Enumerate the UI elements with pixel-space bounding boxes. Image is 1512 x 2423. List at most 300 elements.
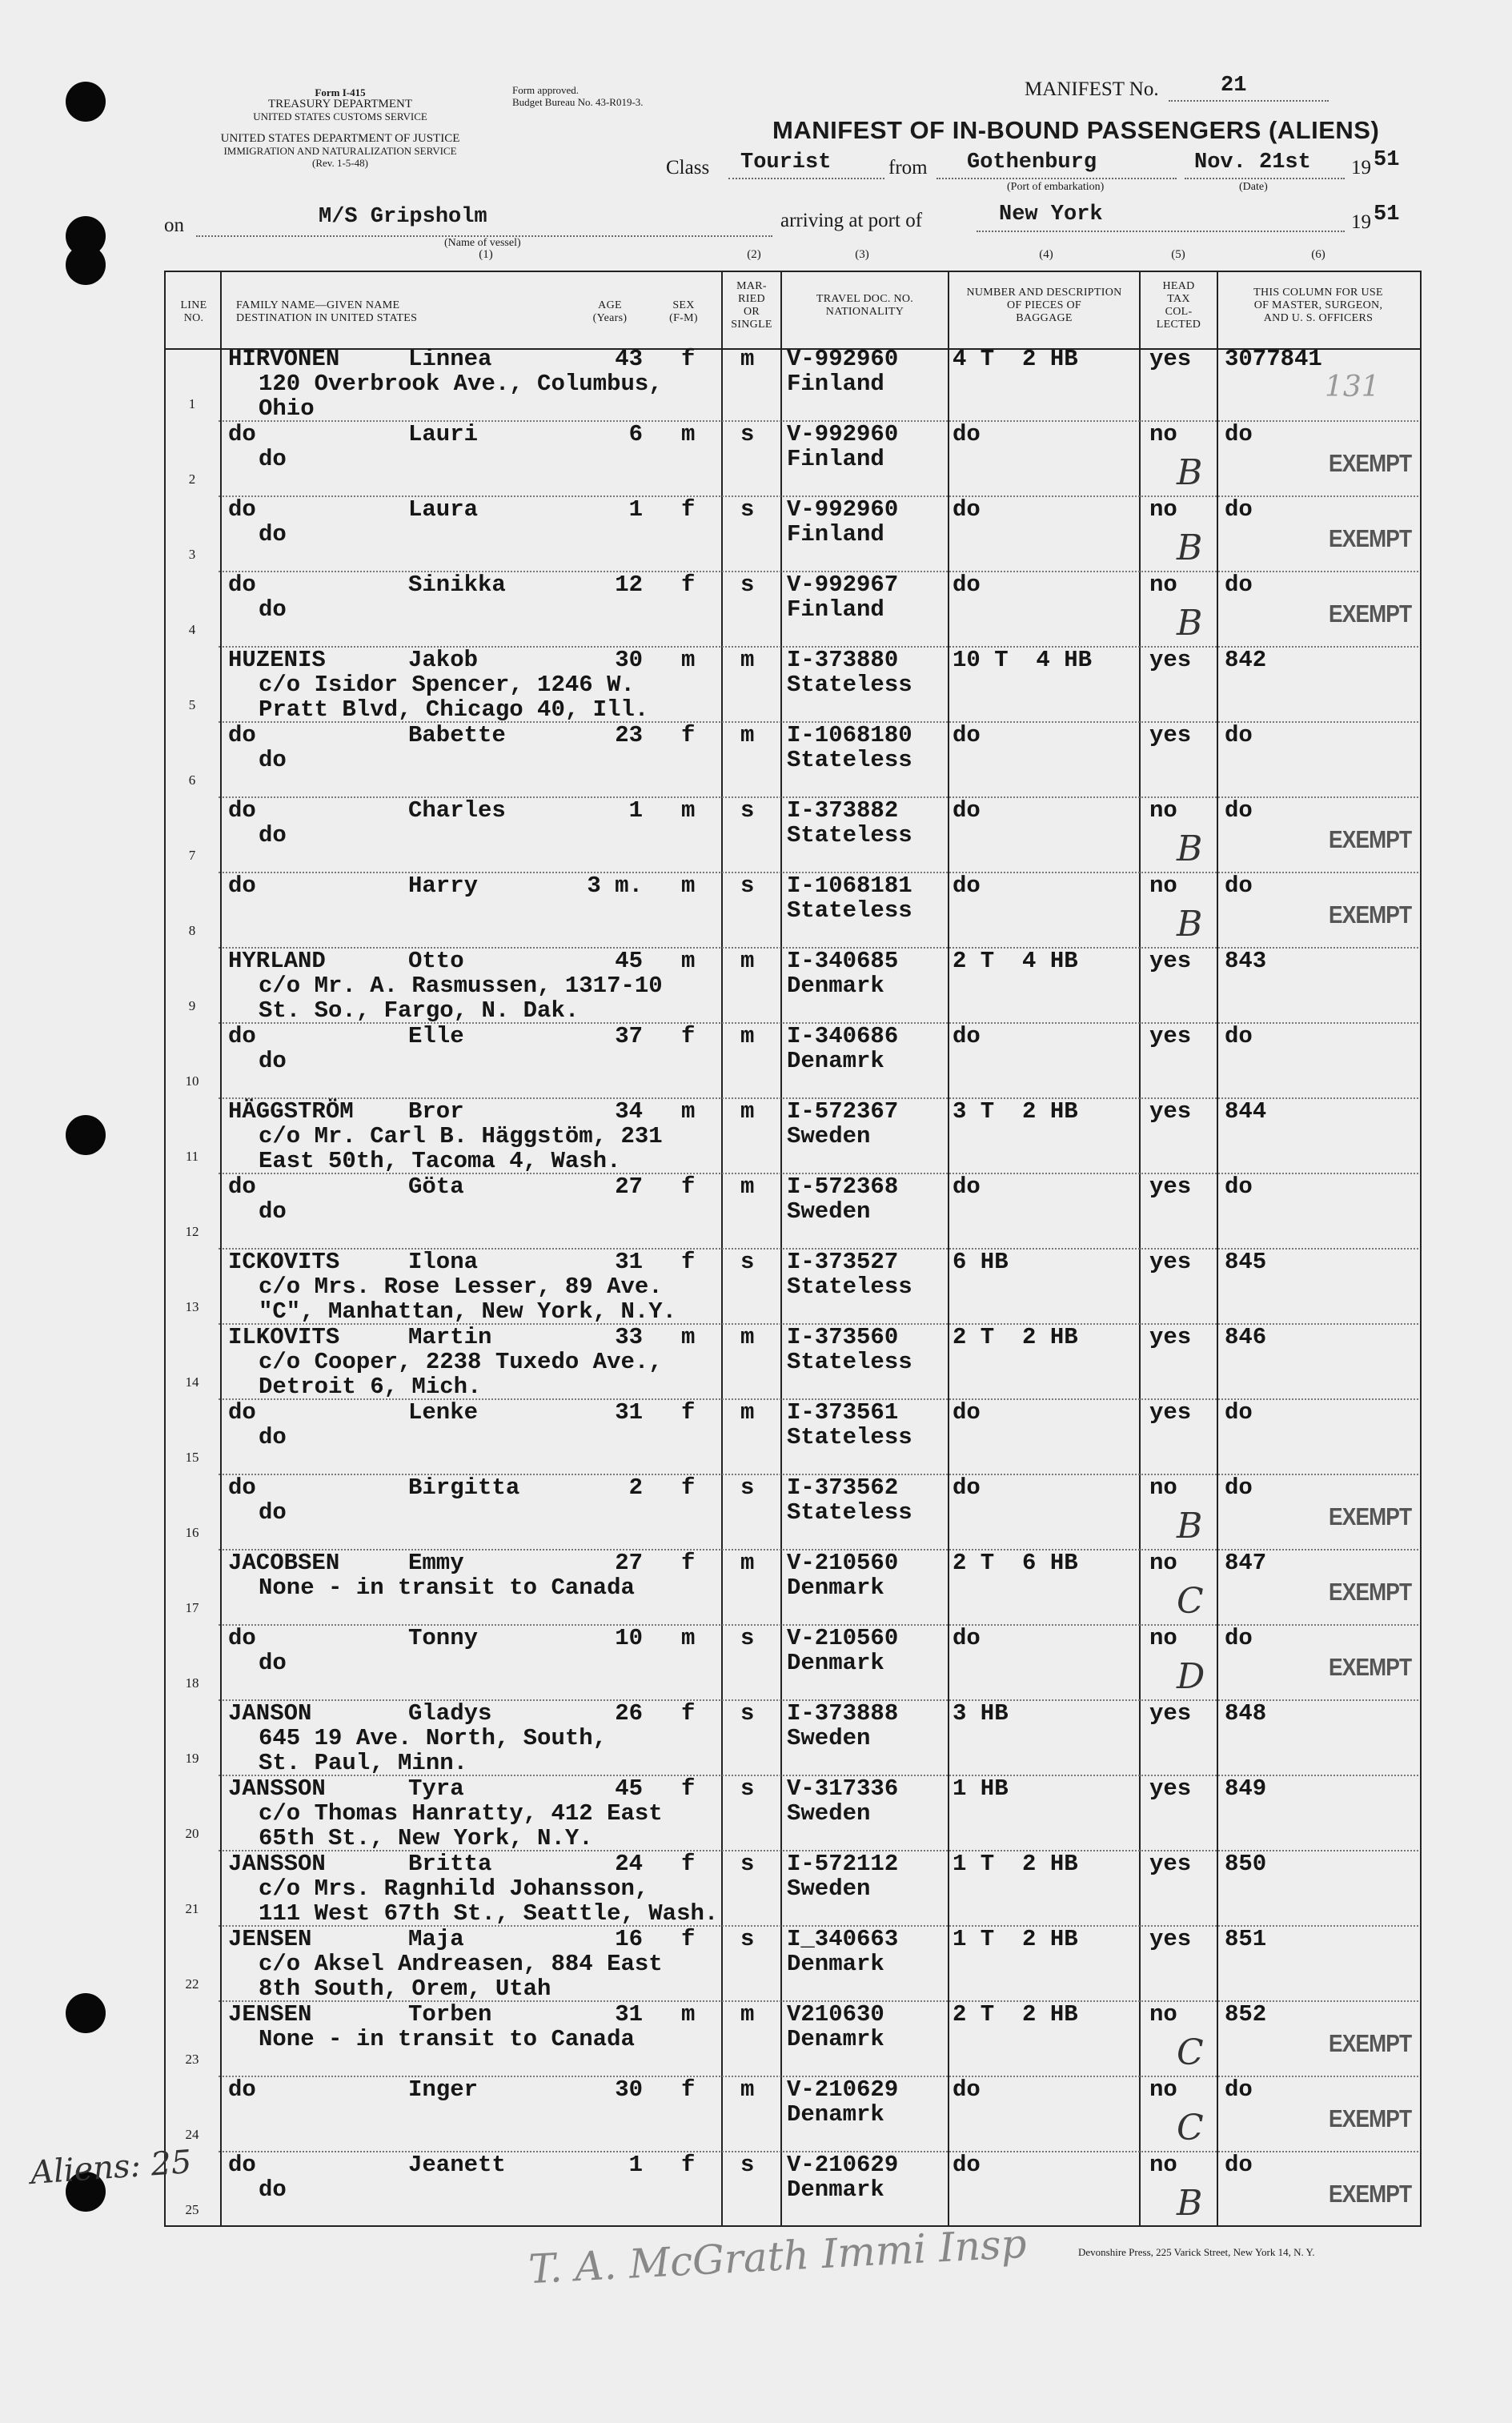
class-value: Tourist xyxy=(740,150,832,175)
sex: m xyxy=(681,2001,696,2028)
marital-status: s xyxy=(740,1926,755,1952)
line-number: 15 xyxy=(185,1450,199,1465)
header-line: RIED xyxy=(738,293,765,305)
handwritten-mark: D xyxy=(1177,1656,1205,1697)
nationality: Denmark xyxy=(787,1951,884,1977)
marital-status: s xyxy=(740,1700,755,1727)
baggage: do xyxy=(953,1625,981,1651)
family-name: ICKOVITS xyxy=(228,1249,340,1275)
given-name: Elle xyxy=(408,1023,464,1049)
destination-line-1: c/o Isidor Spencer, 1246 W. xyxy=(259,672,635,698)
destination-line-2: 8th South, Orem, Utah xyxy=(259,1976,551,2002)
officer-note: 845 xyxy=(1225,1249,1267,1275)
destination-line-1: do xyxy=(259,521,287,548)
travel-doc-number: I-373880 xyxy=(787,647,899,673)
exempt-stamp: EXEMPT xyxy=(1329,1578,1412,1606)
family-name: HIRVONEN xyxy=(228,346,340,372)
officer-note: do xyxy=(1225,1625,1253,1651)
destination-line-2: St. So., Fargo, N. Dak. xyxy=(259,997,580,1024)
travel-doc-number: I-373560 xyxy=(787,1324,899,1350)
given-name: Sinikka xyxy=(408,572,506,598)
given-name: Inger xyxy=(408,2076,479,2103)
travel-doc-number: V-317336 xyxy=(787,1775,899,1802)
line-number: 7 xyxy=(188,848,196,863)
family-name: JANSSON xyxy=(228,1775,326,1802)
header-line: OF PIECES OF xyxy=(1006,299,1082,311)
age: 16 xyxy=(615,1926,643,1952)
from-label: from xyxy=(888,157,928,179)
destination-line-1: do xyxy=(259,1198,287,1225)
head-tax: no xyxy=(1149,1625,1177,1651)
officer-note: 851 xyxy=(1225,1926,1267,1952)
travel-doc-number: I-373888 xyxy=(787,1700,899,1727)
marital-status: s xyxy=(740,1249,755,1275)
head-tax: no xyxy=(1149,1550,1177,1576)
exempt-stamp: EXEMPT xyxy=(1329,2104,1412,2132)
marital-status: s xyxy=(740,421,755,447)
family-name: do xyxy=(228,2076,256,2103)
destination-line-1: 645 19 Ave. North, South, xyxy=(259,1725,608,1751)
destination-line-1: do xyxy=(259,1048,287,1074)
marital-status: m xyxy=(740,1023,755,1049)
given-name: Gladys xyxy=(408,1700,492,1727)
justice-block xyxy=(156,133,524,169)
family-name: do xyxy=(228,1023,256,1049)
travel-doc-number: I-1068181 xyxy=(787,873,912,899)
exempt-stamp: EXEMPT xyxy=(1329,1502,1412,1530)
manifest-title: MANIFEST OF IN-BOUND PASSENGERS (ALIENS) xyxy=(772,116,1380,144)
sex: f xyxy=(681,1775,696,1802)
nationality: Stateless xyxy=(787,1274,912,1300)
header-line: LINE xyxy=(180,299,207,311)
destination-line-2: 111 West 67th St., Seattle, Wash. xyxy=(259,1900,719,1927)
officer-note: 848 xyxy=(1225,1700,1267,1727)
exempt-stamp: EXEMPT xyxy=(1329,1653,1412,1681)
marital-status: m xyxy=(740,1399,755,1426)
handwritten-mark: B xyxy=(1177,2183,1203,2224)
sex: f xyxy=(681,1249,696,1275)
travel-doc-number: V-210629 xyxy=(787,2152,899,2178)
manifest-number: 21 xyxy=(1221,74,1247,98)
age: 26 xyxy=(615,1700,643,1727)
marital-status: m xyxy=(740,1324,755,1350)
handwritten-mark: B xyxy=(1177,828,1203,869)
given-name: Torben xyxy=(408,2001,492,2028)
handwritten-mark: B xyxy=(1177,904,1203,945)
destination-line-1: c/o Aksel Andreasen, 884 East xyxy=(259,1951,663,1977)
age: 27 xyxy=(615,1173,643,1200)
family-name: do xyxy=(228,1399,256,1426)
head-tax: no xyxy=(1149,421,1177,447)
line-number: 9 xyxy=(188,998,196,1013)
baggage: do xyxy=(953,1474,981,1501)
age: 37 xyxy=(615,1023,643,1049)
header-line: HEAD xyxy=(1162,280,1195,292)
nationality: Sweden xyxy=(787,1725,871,1751)
sex: f xyxy=(681,1851,696,1877)
header-line: THIS COLUMN FOR USE xyxy=(1253,287,1383,299)
sex-header xyxy=(656,299,712,325)
header-line: (F-M) xyxy=(669,312,698,324)
officer-note: 850 xyxy=(1225,1851,1267,1877)
marital-status: s xyxy=(740,572,755,598)
given-name: Emmy xyxy=(408,1550,464,1576)
baggage: 2 T 6 HB xyxy=(953,1550,1078,1576)
age: 23 xyxy=(615,722,643,748)
baggage: 2 T 2 HB xyxy=(953,1324,1078,1350)
header-line: TAX xyxy=(1167,293,1190,305)
exempt-stamp: EXEMPT xyxy=(1329,825,1412,853)
head-tax: yes xyxy=(1149,1173,1192,1200)
family-name: do xyxy=(228,2152,256,2178)
sex: f xyxy=(681,496,696,523)
travel-doc-number: V-992960 xyxy=(787,496,899,523)
family-name: JANSSON xyxy=(228,1851,326,1877)
nationality: Stateless xyxy=(787,1424,912,1450)
headtax-header xyxy=(1141,280,1217,331)
punch-hole xyxy=(66,1115,106,1155)
destination-line-1: c/o Mr. A. Rasmussen, 1317-10 xyxy=(259,973,663,999)
officer-note: do xyxy=(1225,496,1253,523)
travel-doc-number: V210630 xyxy=(787,2001,884,2028)
col-number: (1) xyxy=(479,248,493,261)
travel-doc-number: I-373562 xyxy=(787,1474,899,1501)
destination-line-1: do xyxy=(259,596,287,623)
age: 10 xyxy=(615,1625,643,1651)
head-tax: yes xyxy=(1149,1249,1192,1275)
family-name: JENSEN xyxy=(228,1926,312,1952)
travel-header xyxy=(782,293,948,319)
sex: m xyxy=(681,647,696,673)
head-tax: yes xyxy=(1149,1098,1192,1125)
given-name: Tonny xyxy=(408,1625,479,1651)
given-name: Lauri xyxy=(408,421,479,447)
age: 43 xyxy=(615,346,643,372)
baggage: do xyxy=(953,2076,981,2103)
header-line: TRAVEL DOC. NO. xyxy=(816,293,914,305)
baggage: 4 T 2 HB xyxy=(953,346,1078,372)
year-suffix: 51 xyxy=(1374,148,1400,172)
handwritten-mark: B xyxy=(1177,1506,1203,1546)
line-number: 21 xyxy=(185,1901,199,1916)
nationality: Finland xyxy=(787,371,884,397)
marital-status: m xyxy=(740,2076,755,2103)
baggage: do xyxy=(953,797,981,824)
header-line: NO. xyxy=(183,312,204,324)
handwritten-mark: B xyxy=(1177,528,1203,568)
destination-line-1: do xyxy=(259,747,287,773)
baggage: do xyxy=(953,496,981,523)
marital-status: m xyxy=(740,1550,755,1576)
manifest-label: MANIFEST No. xyxy=(1025,78,1159,100)
line-number: 20 xyxy=(185,1826,199,1841)
punch-hole xyxy=(66,82,106,122)
officer-note: do xyxy=(1225,1474,1253,1501)
line-number: 23 xyxy=(185,2052,199,2067)
treasury-label: TREASURY DEPARTMENT xyxy=(267,98,413,110)
officer-note: 846 xyxy=(1225,1324,1267,1350)
destination-line-2: Pratt Blvd, Chicago 40, Ill. xyxy=(259,696,649,723)
col-number: (5) xyxy=(1171,248,1185,261)
marital-status: s xyxy=(740,1625,755,1651)
given-name: Tyra xyxy=(408,1775,464,1802)
header-line: (Years) xyxy=(592,312,628,324)
baggage: do xyxy=(953,1023,981,1049)
age: 12 xyxy=(615,572,643,598)
sex: m xyxy=(681,1625,696,1651)
marital-status: s xyxy=(740,1851,755,1877)
sex: f xyxy=(681,1700,696,1727)
age: 34 xyxy=(615,1098,643,1125)
header-line: OR xyxy=(743,306,760,318)
port-line xyxy=(977,231,1345,232)
sex: f xyxy=(681,1399,696,1426)
header-line: FAMILY NAME—GIVEN NAME xyxy=(236,299,400,311)
head-tax: yes xyxy=(1149,1023,1192,1049)
baggage: 10 T 4 HB xyxy=(953,647,1093,673)
date-line xyxy=(1185,178,1345,179)
officer-note: 849 xyxy=(1225,1775,1267,1802)
head-tax: yes xyxy=(1149,1851,1192,1877)
destination-line-1: c/o Mrs. Rose Lesser, 89 Ave. xyxy=(259,1274,663,1300)
travel-doc-number: I-373527 xyxy=(787,1249,899,1275)
aliens-count-note: Aliens: 25 xyxy=(29,2144,193,2192)
head-tax: no xyxy=(1149,2152,1177,2178)
officer-note: 852 xyxy=(1225,2001,1267,2028)
destination-line-1: c/o Mr. Carl B. Häggstöm, 231 xyxy=(259,1123,663,1149)
officer-note: do xyxy=(1225,1399,1253,1426)
given-name: Britta xyxy=(408,1851,492,1877)
given-name: Jeanett xyxy=(408,2152,506,2178)
travel-doc-number: I-572367 xyxy=(787,1098,899,1125)
marital-status: m xyxy=(740,647,755,673)
baggage-header xyxy=(949,287,1139,325)
line-no-header xyxy=(167,299,220,325)
travel-doc-number: V-210560 xyxy=(787,1550,899,1576)
age: 3 m. xyxy=(587,873,643,899)
line-number: 3 xyxy=(188,547,196,562)
from-value: Gothenburg xyxy=(967,150,1097,175)
marital-status: m xyxy=(740,948,755,974)
from-line xyxy=(936,178,1177,179)
family-name: HUZENIS xyxy=(228,647,326,673)
travel-doc-number: V-992967 xyxy=(787,572,899,598)
printer-credit: Devonshire Press, 225 Varick Street, New York 14, N. Y. xyxy=(1078,2246,1315,2258)
nationality: Denmark xyxy=(787,2176,884,2203)
nationality: Sweden xyxy=(787,1800,871,1827)
destination-line-1: c/o Cooper, 2238 Tuxedo Ave., xyxy=(259,1349,663,1375)
baggage: 1 T 2 HB xyxy=(953,1926,1078,1952)
year-prefix: 19 xyxy=(1351,157,1371,179)
officer-note: do xyxy=(1225,2076,1253,2103)
date-caption: (Date) xyxy=(1239,181,1268,193)
age: 31 xyxy=(615,1399,643,1426)
nationality: Stateless xyxy=(787,897,912,924)
baggage: do xyxy=(953,2152,981,2178)
sex: f xyxy=(681,2076,696,2103)
family-name: do xyxy=(228,797,256,824)
destination-line-1: None - in transit to Canada xyxy=(259,2026,635,2052)
marital-status: s xyxy=(740,2152,755,2178)
nationality: Sweden xyxy=(787,1123,871,1149)
nationality: Stateless xyxy=(787,1499,912,1526)
sex: m xyxy=(681,421,696,447)
family-name: JACOBSEN xyxy=(228,1550,340,1576)
line-number: 17 xyxy=(185,1600,199,1615)
col-number: (2) xyxy=(747,248,761,261)
officer-note: do xyxy=(1225,1173,1253,1200)
destination-line-1: do xyxy=(259,1499,287,1526)
line-number: 19 xyxy=(185,1751,199,1766)
travel-doc-number: I-373561 xyxy=(787,1399,899,1426)
given-name: Göta xyxy=(408,1173,464,1200)
line-number: 10 xyxy=(185,1073,199,1089)
head-tax: no xyxy=(1149,496,1177,523)
destination-line-2: Detroit 6, Mich. xyxy=(259,1374,482,1400)
destination-line-1: do xyxy=(259,446,287,472)
age: 27 xyxy=(615,1550,643,1576)
head-tax: yes xyxy=(1149,948,1192,974)
marital-status: s xyxy=(740,873,755,899)
head-tax: yes xyxy=(1149,1399,1192,1426)
officer-note: 3077841 xyxy=(1225,346,1322,372)
vessel-name: M/S Gripsholm xyxy=(319,205,487,229)
manifest-no-line xyxy=(1169,100,1329,102)
nationality: Sweden xyxy=(787,1875,871,1902)
sex: f xyxy=(681,346,696,372)
punch-hole xyxy=(66,1993,106,2033)
line-number: 8 xyxy=(188,923,196,938)
age: 33 xyxy=(615,1324,643,1350)
year2-suffix: 51 xyxy=(1374,203,1400,227)
header-line: MAR- xyxy=(736,280,767,292)
given-name: Bror xyxy=(408,1098,464,1125)
line-number: 14 xyxy=(185,1374,199,1390)
marital-status: s xyxy=(740,797,755,824)
name-header xyxy=(236,299,492,325)
line-number: 2 xyxy=(188,471,196,487)
handwritten-mark: C xyxy=(1177,1581,1204,1622)
destination-line-1: None - in transit to Canada xyxy=(259,1575,635,1601)
marital-status: s xyxy=(740,496,755,523)
officer-note: 844 xyxy=(1225,1098,1267,1125)
baggage: 6 HB xyxy=(953,1249,1009,1275)
travel-doc-number: I-373882 xyxy=(787,797,899,824)
family-name: do xyxy=(228,1474,256,1501)
header-line: SEX xyxy=(672,299,695,311)
age: 45 xyxy=(615,1775,643,1802)
travel-doc-number: V-210629 xyxy=(787,2076,899,2103)
customs-label: UNITED STATES CUSTOMS SERVICE xyxy=(253,110,427,122)
inspector-signature: T. A. McGrath Immi Insp xyxy=(527,2220,1028,2293)
family-name: JENSEN xyxy=(228,2001,312,2028)
date-value: Nov. 21st xyxy=(1194,150,1311,175)
sex: f xyxy=(681,1474,696,1501)
head-tax: no xyxy=(1149,1474,1177,1501)
officer-note: 843 xyxy=(1225,948,1267,974)
officer-note: do xyxy=(1225,421,1253,447)
age: 2 xyxy=(628,1474,643,1501)
family-name: ILKOVITS xyxy=(228,1324,340,1350)
line-number: 16 xyxy=(185,1525,199,1540)
marital-status: m xyxy=(740,722,755,748)
age: 1 xyxy=(628,2152,643,2178)
family-name: do xyxy=(228,421,256,447)
nationality: Denamrk xyxy=(787,2026,884,2052)
given-name: Maja xyxy=(408,1926,464,1952)
marital-status: m xyxy=(740,1098,755,1125)
given-name: Birgitta xyxy=(408,1474,520,1501)
port-embark-caption: (Port of embarkation) xyxy=(1007,181,1105,193)
approved-label: Form approved. xyxy=(512,84,580,96)
destination-line-2: 65th St., New York, N.Y. xyxy=(259,1825,593,1851)
form-number: Form I-415 xyxy=(315,86,366,98)
nationality: Stateless xyxy=(787,672,912,698)
destination-line-1: c/o Mrs. Ragnhild Johansson, xyxy=(259,1875,649,1902)
given-name: Charles xyxy=(408,797,506,824)
nationality: Denamrk xyxy=(787,2101,884,2128)
line-number: 22 xyxy=(185,1976,199,1992)
age: 30 xyxy=(615,647,643,673)
exempt-stamp: EXEMPT xyxy=(1329,600,1412,628)
travel-doc-number: I-572112 xyxy=(787,1851,899,1877)
arrival-port: New York xyxy=(999,203,1103,227)
budget-label: Budget Bureau No. 43-R019-3. xyxy=(512,96,644,108)
family-name: JANSON xyxy=(228,1700,312,1727)
destination-line-2: Ohio xyxy=(259,395,315,422)
family-name: do xyxy=(228,722,256,748)
destination-line-1: 120 Overbrook Ave., Columbus, xyxy=(259,371,663,397)
header-line: BAGGAGE xyxy=(1016,312,1073,324)
age: 45 xyxy=(615,948,643,974)
given-name: Lenke xyxy=(408,1399,479,1426)
header-line: SINGLE xyxy=(731,319,772,331)
head-tax: no xyxy=(1149,572,1177,598)
officers-header xyxy=(1218,287,1418,325)
nationality: Finland xyxy=(787,446,884,472)
sex: m xyxy=(681,797,696,824)
baggage: do xyxy=(953,873,981,899)
head-tax: yes xyxy=(1149,1700,1192,1727)
nationality: Stateless xyxy=(787,822,912,848)
baggage: 3 T 2 HB xyxy=(953,1098,1078,1125)
family-name: HYRLAND xyxy=(228,948,326,974)
head-tax: yes xyxy=(1149,1926,1192,1952)
sex: m xyxy=(681,1098,696,1125)
age: 1 xyxy=(628,496,643,523)
baggage: 1 T 2 HB xyxy=(953,1851,1078,1877)
line-number: 18 xyxy=(185,1675,199,1691)
head-tax: yes xyxy=(1149,1324,1192,1350)
officer-note: 842 xyxy=(1225,647,1267,673)
sex: f xyxy=(681,1926,696,1952)
destination-line-2: "C", Manhattan, New York, N.Y. xyxy=(259,1298,677,1325)
marital-status: s xyxy=(740,1474,755,1501)
age: 31 xyxy=(615,1249,643,1275)
age: 31 xyxy=(615,2001,643,2028)
destination-line-2: East 50th, Tacoma 4, Wash. xyxy=(259,1148,621,1174)
sex: m xyxy=(681,1324,696,1350)
officer-note: do xyxy=(1225,572,1253,598)
destination-line-1: do xyxy=(259,2176,287,2203)
header-line: NATIONALITY xyxy=(825,306,904,318)
sex: f xyxy=(681,572,696,598)
family-name: do xyxy=(228,496,256,523)
header-line: COL- xyxy=(1165,306,1193,318)
sex: m xyxy=(681,873,696,899)
ins-label: IMMIGRATION AND NATURALIZATION SERVICE xyxy=(223,145,457,157)
baggage: do xyxy=(953,572,981,598)
